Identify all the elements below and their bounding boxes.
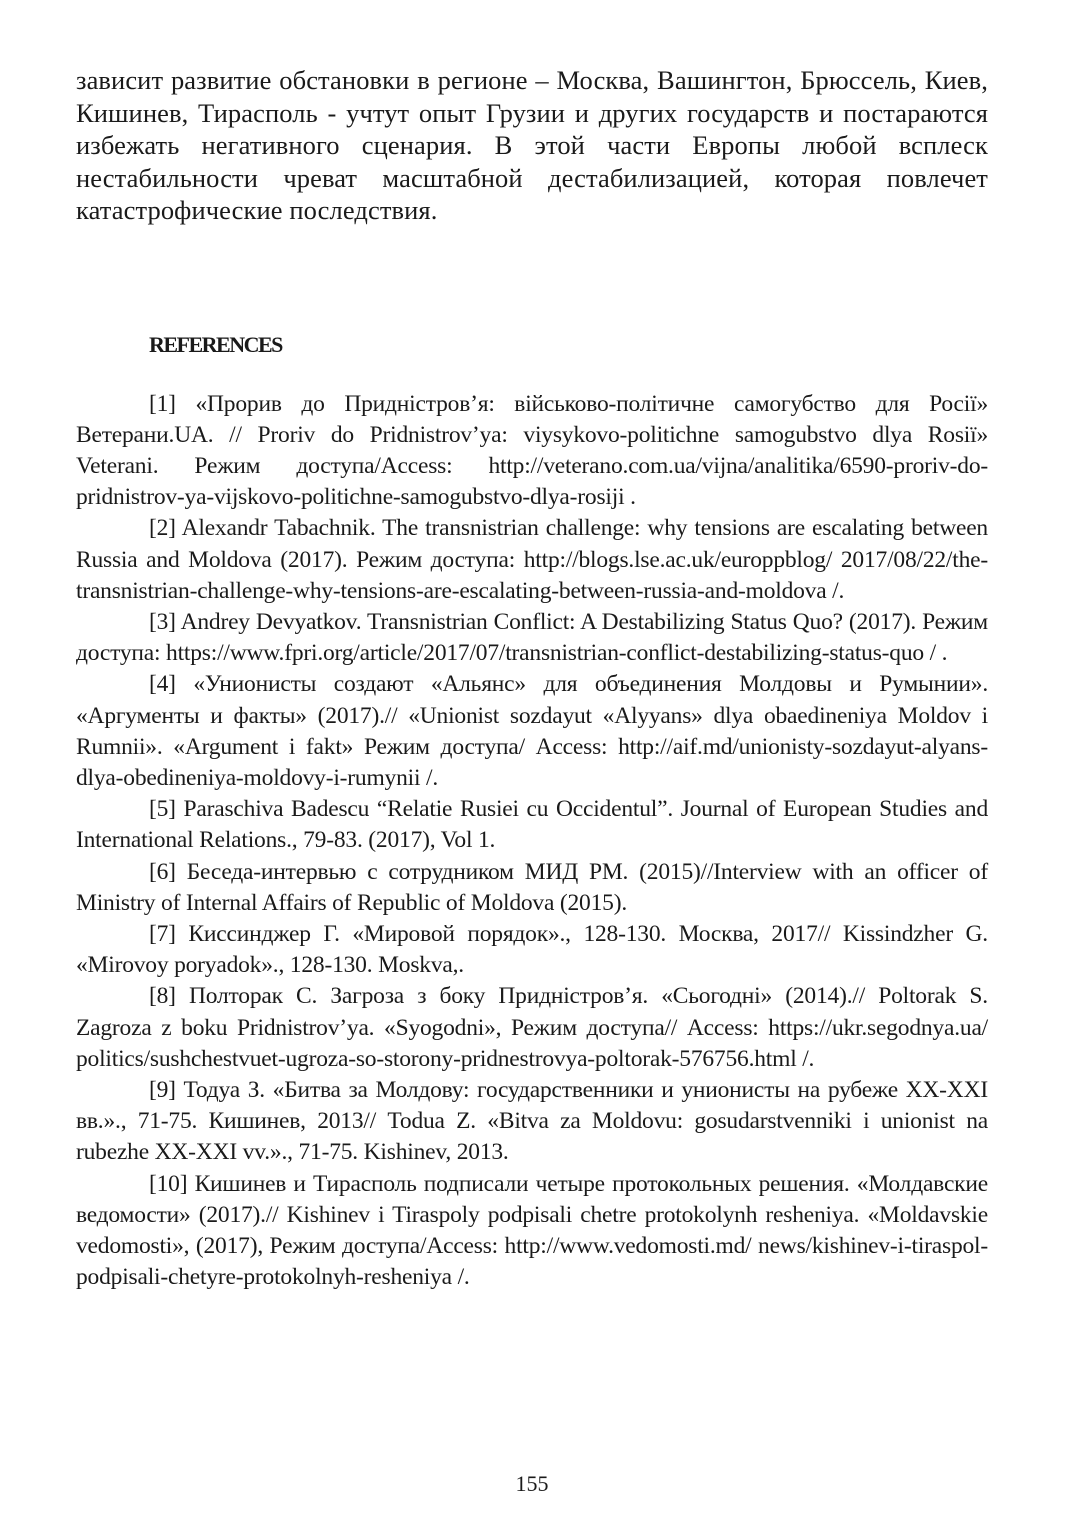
reference-number: [4] <box>149 671 176 698</box>
reference-number: [3] <box>149 608 176 635</box>
reference-text: Киссинджер Г. «Мировой порядок»., 128-130. Москва, 2017// Kissindzher G. «Mirovoy poryadok»., 128-130. Moskva,. <box>76 920 988 979</box>
reference-item <box>76 857 988 919</box>
reference-text: Полторак С. Загроза з боку Придністров’я. «Сьогодні» (2014).// Poltorak S. Zagroza z boku Pridnistrov’ya. «Syogodni», Режим доступа// Access: https://ukr.segodnya.ua/ politics/sushchestvuet-ugroza-so-storony-pridnestrovya-poltorak-576756.html /. <box>76 983 988 1072</box>
reference-number: [5] <box>149 796 176 823</box>
reference-number: [10] <box>149 1170 188 1197</box>
references-list <box>76 389 988 1294</box>
reference-text: «Унионисты создают «Альянс» для объединения Молдовы и Румынии». «Аргументы и факты» (2017).// «Unionist sozdayut «Alyyans» dlya obaedineniya Moldov i Rumnii». «Argument i fakt» Режим доступа/ Access: http://aif.md/unionisty-sozdayut-alyans-dlya-obedineniya-moldovy-i-rumynii /. <box>76 671 988 791</box>
reference-item <box>76 513 988 607</box>
reference-item <box>76 1169 988 1294</box>
reference-text: Paraschiva Badescu “Relatie Rusiei cu Occidentul”. Journal of European Studies and International Relations., 79-83. (2017), Vol 1. <box>76 796 988 854</box>
reference-text: Alexandr Tabachnik. The transnistrian challenge: why tensions are escalating between Russia and Moldova (2017). Режим доступа: http://blogs.lse.ac.uk/europpblog/ 2017/08/22/the-transnistrian-challenge-why-tensions-are-escalating-between-russia-and-moldova /. <box>76 515 988 604</box>
reference-item <box>76 919 988 981</box>
page-content <box>76 64 988 1293</box>
reference-number: [9] <box>149 1076 176 1103</box>
references-heading: REFERENCES <box>149 331 282 357</box>
reference-number: [1] <box>149 390 176 417</box>
reference-text: Andrey Devyatkov. Transnistrian Conflict: A Destabilizing Status Quo? (2017). Режим доступа: https://www.fpri.org/article/2017/07/transnistrian-conflict-destabilizing-status-quo / . <box>76 608 988 667</box>
reference-text: Кишинев и Тирасполь подписали четыре протокольных решения. «Молдавские ведомости» (2017).// Kishinev i Tiraspoly podpisali chetre protokolynh resheniya. «Moldavskie vedomosti», (2017), Режим доступа/Access: http://www.vedomosti.md/ news/kishinev-i-tiraspol-podpisali-chetyre-protokolnyh-resheniya /. <box>76 1170 988 1291</box>
reference-item <box>76 1075 988 1169</box>
page-number: 155 <box>515 1471 549 1496</box>
reference-number: [8] <box>149 983 176 1010</box>
reference-number: [2] <box>149 515 176 542</box>
reference-text: «Прорив до Придністров’я: військово-політичне самогубство для Росії» Ветерани.UA. // Proriv do Pridnistrov’ya: viysykovo-politichne samogubstvo dlya Rosiї» Veterani. Режим доступа/Access: http://veterano.com.ua/vijna/analitika/6590-proriv-do-pridnistrov-ya-vijskovo-politichne-samogubstvo-dlya-rosiji . <box>76 390 989 511</box>
reference-item <box>76 981 988 1075</box>
reference-number: [7] <box>149 920 176 947</box>
reference-text: Тодуа З. «Битва за Молдову: государственники и унионисты на рубеже XX-XXI вв.»., 71-75. Кишинев, 2013// Todua Z. «Bitva za Moldovu: gosudarstvenniki i unionist na rubezhe XX-XXI vv.»., 71-75. Kishinev, 2013. <box>76 1076 988 1166</box>
reference-text: Беседа-интервью с сотрудником МИД РМ. (2015)//Interview with an officer of Ministry of Internal Affairs of Republic of Moldova (2015). <box>76 858 988 916</box>
reference-item <box>76 669 988 794</box>
reference-item <box>76 389 988 514</box>
reference-item <box>76 794 988 856</box>
reference-item <box>76 607 988 669</box>
body-paragraph: зависит развитие обстановки в регионе – Москва, Вашингтон, Брюссель, Киев, Кишинев, Тирасполь - учтут опыт Грузии и других государств и постараются избежать негативного сценария. В этой части Европы любой всплеск нестабильности чреват масштабной дестабилизацией, которая повлечет катастрофические последствия. <box>76 65 988 225</box>
reference-number: [6] <box>149 858 176 885</box>
